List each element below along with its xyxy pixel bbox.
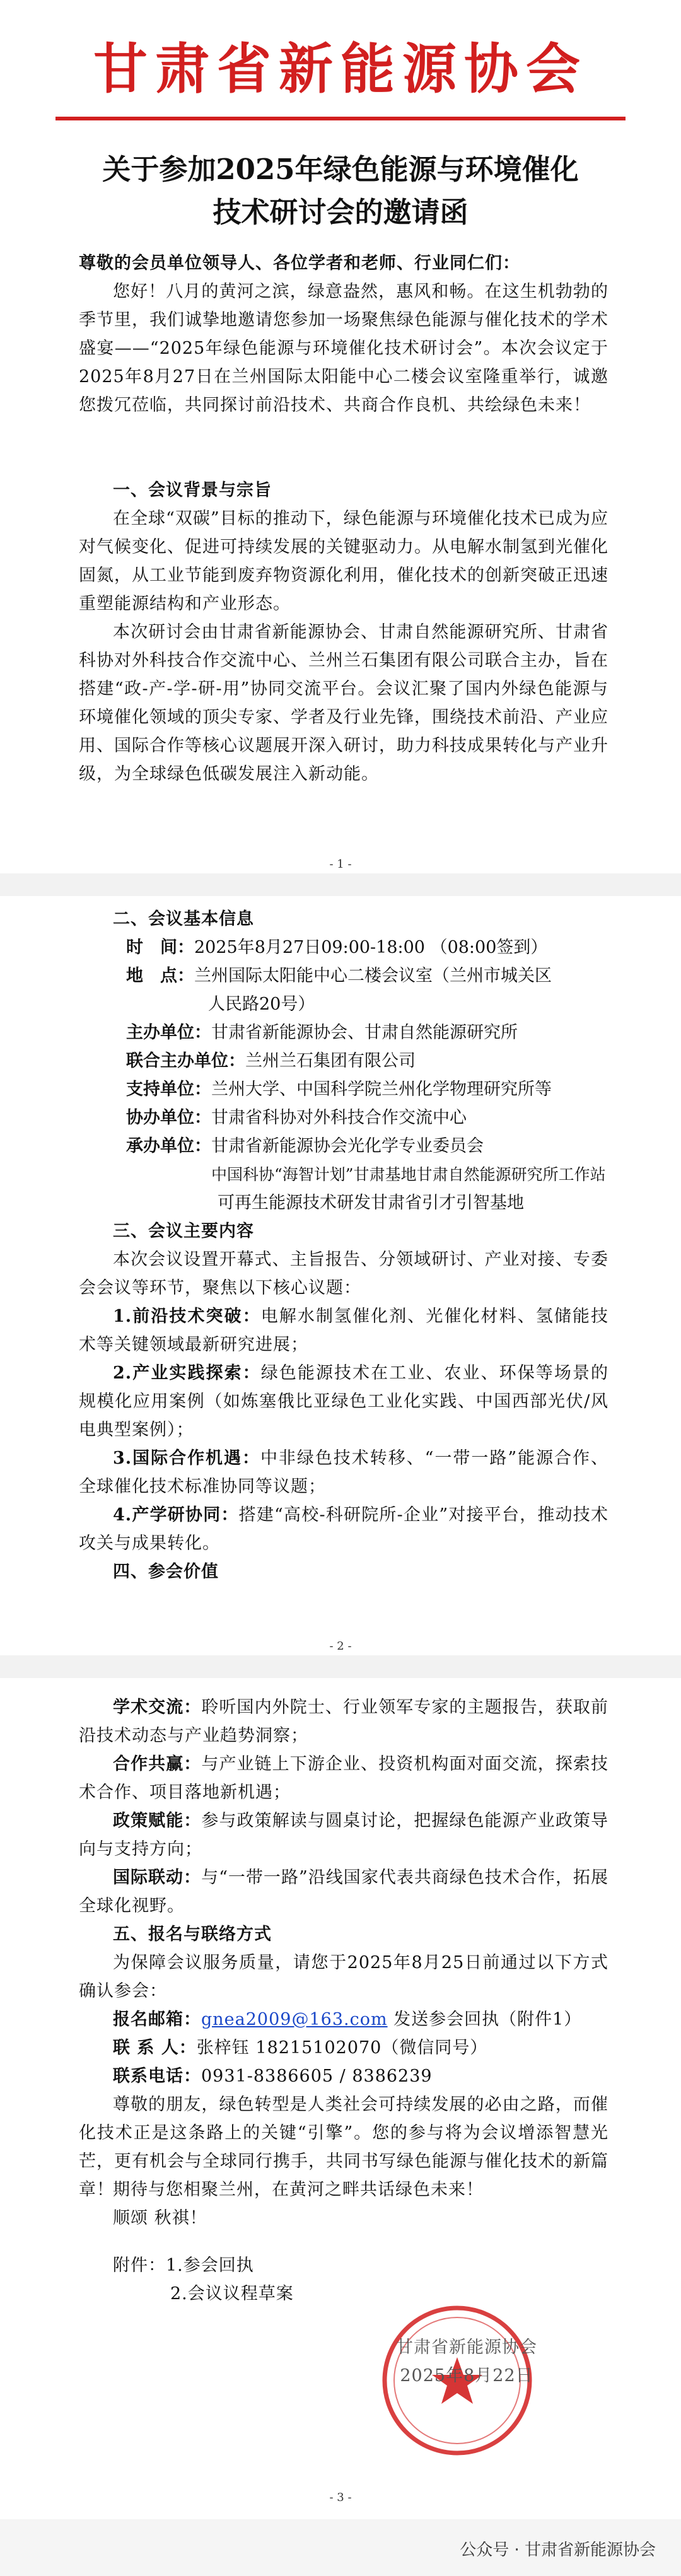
value-4-label: 国际联动： bbox=[113, 1868, 202, 1887]
topic-4 bbox=[79, 1501, 608, 1558]
topic-2-text: 绿色能源技术在工业、农业、环保等场景的规模化应用案例（如炼塞俄比亚绿色工业化实践、中国西部光伏/风电典型案例）； bbox=[79, 1363, 609, 1440]
salutation: 尊敬的会员单位领导人、各位学者和老师、行业同仁们： bbox=[79, 254, 520, 273]
org-name: 甘肃省新能源协会 bbox=[93, 38, 588, 101]
organizer-line-3: 可再生能源技术研发甘肃省引才引智基地 bbox=[218, 1193, 524, 1213]
section-2-heading: 二、会议基本信息 bbox=[113, 909, 254, 929]
closing-wish: 期待与您相聚兰州，在黄河之畔共话绿色未来！ bbox=[113, 2180, 484, 2200]
organizer-line-2: 中国科协“海智计划”甘肃基地甘肃自然能源研究所工作站 bbox=[211, 1165, 606, 1184]
section-1-paragraph-1: 在全球“双碳”目标的推动下，绿色能源与环境催化技术已成为应对气候变化、促进可持续发展的关键驱动力。从电解水制氢到光催化固氮，从工业节能到废弃物资源化利用，催化技术的创新突破正迅速重塑能源结构和产业形态。 bbox=[79, 509, 608, 614]
value-cooperation bbox=[79, 1750, 608, 1807]
place-value: 兰州国际太阳能中心二楼会议室（兰州市城关区 bbox=[194, 966, 552, 986]
topic-1 bbox=[79, 1302, 608, 1359]
attachment-1: 附件：1.参会回执 bbox=[113, 2256, 254, 2275]
email-link[interactable]: gnea2009@163.com bbox=[201, 2010, 388, 2029]
page-gap bbox=[0, 1655, 681, 1678]
intro-paragraph: 您好！八月的黄河之滨，绿意盎然，惠风和畅。在这生机勃勃的季节里，我们诚挚地邀请您参加一场聚焦绿色能源与催化技术的学术盛宴——“2025年绿色能源与环境催化技术研讨会”。本次会议定于2025年8月27日在兰州国际太阳能中心二楼会议室隆重举行，诚邀您拨冗莅临，共同探讨前沿技术、共商合作良机、共绘绿色未来！ bbox=[79, 282, 608, 415]
info-assist bbox=[126, 1104, 631, 1132]
time-label: 时 间： bbox=[126, 938, 194, 957]
time-value: 2025年8月27日09:00-18:00 （08:00签到） bbox=[194, 938, 548, 957]
section-1-paragraph-2: 本次研讨会由甘肃省新能源协会、甘肃自然能源研究所、甘肃省科协对外科技合作交流中心、兰州兰石集团有限公司联合主办，旨在搭建“政-产-学-研-用”协同交流平台。会议汇聚了国内外绿色能源与环境催化领域的顶尖专家、学者及行业先锋，围绕技术前沿、产业应用、国际合作等核心议题展开深入研讨，助力科技成果转化与产业升级，为全球绿色低碳发展注入新动能。 bbox=[79, 622, 608, 784]
host-label: 主办单位： bbox=[126, 1023, 211, 1042]
value-1-label: 学术交流： bbox=[113, 1698, 202, 1717]
page-gap bbox=[0, 873, 681, 896]
closing-salute: 顺颂 秋祺！ bbox=[113, 2208, 207, 2228]
topic-3-label: 3.国际合作机遇： bbox=[113, 1448, 260, 1468]
value-2-label: 合作共赢： bbox=[113, 1754, 202, 1774]
red-divider bbox=[55, 117, 626, 120]
info-time bbox=[126, 933, 631, 962]
value-3-label: 政策赋能： bbox=[113, 1811, 202, 1831]
email-label: 报名邮箱： bbox=[113, 2010, 201, 2029]
value-policy bbox=[79, 1807, 608, 1863]
support-value: 兰州大学、中国科学院兰州化学物理研究所等 bbox=[211, 1080, 552, 1099]
value-academic bbox=[79, 1693, 608, 1750]
page-number-1: - 1 - bbox=[329, 858, 352, 871]
title-line-2: 技术研讨会的邀请函 bbox=[212, 195, 469, 229]
contact-person bbox=[79, 2034, 608, 2062]
footer-account[interactable]: 公众号 · 甘肃省新能源协会 bbox=[460, 2541, 656, 2560]
attachment-2: 2.会议议程草案 bbox=[170, 2284, 294, 2304]
section-1-heading: 一、会议背景与宗旨 bbox=[113, 481, 272, 500]
topic-2-label: 2.产业实践探索： bbox=[113, 1363, 261, 1383]
cohost-value: 兰州兰石集团有限公司 bbox=[245, 1051, 416, 1071]
cohost-label: 联合主办单位： bbox=[126, 1051, 245, 1071]
section-3-intro: 本次会议设置开幕式、主旨报告、分领域研讨、产业对接、专委会会议等环节，聚焦以下核心议题： bbox=[79, 1250, 608, 1298]
section-4-heading: 四、参会价值 bbox=[113, 1562, 219, 1582]
info-place-line-2: 人民路20号） bbox=[208, 994, 315, 1014]
info-cohost bbox=[126, 1047, 631, 1075]
document-title bbox=[0, 148, 681, 234]
contact-label: 联 系 人： bbox=[113, 2038, 197, 2058]
topic-1-text: 电解水制氢催化剂、光催化材料、氢储能技术等关键领域最新研究进展； bbox=[79, 1307, 609, 1355]
host-value: 甘肃省新能源协会、甘肃自然能源研究所 bbox=[211, 1023, 518, 1042]
organizer-value: 甘肃省新能源协会光化学专业委员会 bbox=[211, 1136, 484, 1156]
phone-value: 0931-8386605 / 8386239 bbox=[201, 2066, 433, 2086]
topic-1-label: 1.前沿技术突破： bbox=[113, 1307, 261, 1326]
topic-3-text: 中非绿色技术转移、“一带一路”能源合作、全球催化技术标准协同等议题； bbox=[79, 1448, 608, 1496]
wechat-footer bbox=[0, 2519, 681, 2576]
assist-value: 甘肃省科协对外科技合作交流中心 bbox=[211, 1108, 467, 1128]
assist-label: 协办单位： bbox=[126, 1108, 211, 1128]
page-number-2: - 2 - bbox=[329, 1640, 352, 1653]
support-label: 支持单位： bbox=[126, 1080, 211, 1099]
signature-org: 甘肃省新能源协会 bbox=[396, 2338, 537, 2357]
contact-phone bbox=[79, 2062, 608, 2090]
signup-email bbox=[79, 2005, 608, 2034]
value-international bbox=[79, 1863, 608, 1920]
title-line-1: 关于参加2025年绿色能源与环境催化 bbox=[102, 153, 579, 186]
topic-4-text: 搭建“高校-科研院所-企业”对接平台，推动技术攻关与成果转化。 bbox=[79, 1505, 608, 1553]
value-4-text: 与“一带一路”沿线国家代表共商绿色技术合作，拓展全球化视野。 bbox=[79, 1868, 609, 1916]
email-note: 发送参会回执（附件1） bbox=[393, 2010, 582, 2029]
section-3-heading: 三、会议主要内容 bbox=[113, 1221, 254, 1241]
topic-4-label: 4.产学研协同： bbox=[113, 1505, 239, 1525]
value-3-text: 参与政策解读与圆桌讨论，把握绿色能源产业政策导向与支持方向； bbox=[79, 1811, 609, 1859]
letterhead bbox=[0, 0, 681, 151]
info-organizer bbox=[126, 1132, 631, 1160]
signature-date: 2025年8月22日 bbox=[400, 2366, 533, 2386]
value-2-text: 与产业链上下游企业、投资机构面对面交流，探索技术合作、项目落地新机遇； bbox=[79, 1754, 609, 1802]
info-host bbox=[126, 1018, 631, 1047]
value-1-text: 聆听国内外院士、行业领军专家的主题报告，获取前沿技术动态与产业趋势洞察； bbox=[79, 1698, 609, 1746]
contact-value: 张梓钰 18215102070（微信同号） bbox=[196, 2038, 488, 2058]
topic-3 bbox=[79, 1444, 608, 1501]
info-place bbox=[126, 962, 631, 990]
place-label: 地 点： bbox=[126, 966, 194, 986]
info-support bbox=[126, 1075, 631, 1104]
section-5-intro: 为保障会议服务质量，请您于2025年8月25日前通过以下方式确认参会： bbox=[79, 1953, 608, 2001]
page-number-3: - 3 - bbox=[329, 2491, 352, 2504]
topic-2 bbox=[79, 1359, 608, 1444]
phone-label: 联系电话： bbox=[113, 2066, 201, 2086]
organizer-label: 承办单位： bbox=[126, 1136, 211, 1156]
section-5-heading: 五、报名与联络方式 bbox=[113, 1925, 272, 1944]
closing-paragraph: 尊敬的朋友，绿色转型是人类社会可持续发展的必由之路，而催化技术正是这条路上的关键“引擎”。您的参与将为会议增添智慧光芒，更有机会与全球同行携手，共同书写绿色能源与催化技术的新篇章！ bbox=[79, 2095, 608, 2200]
